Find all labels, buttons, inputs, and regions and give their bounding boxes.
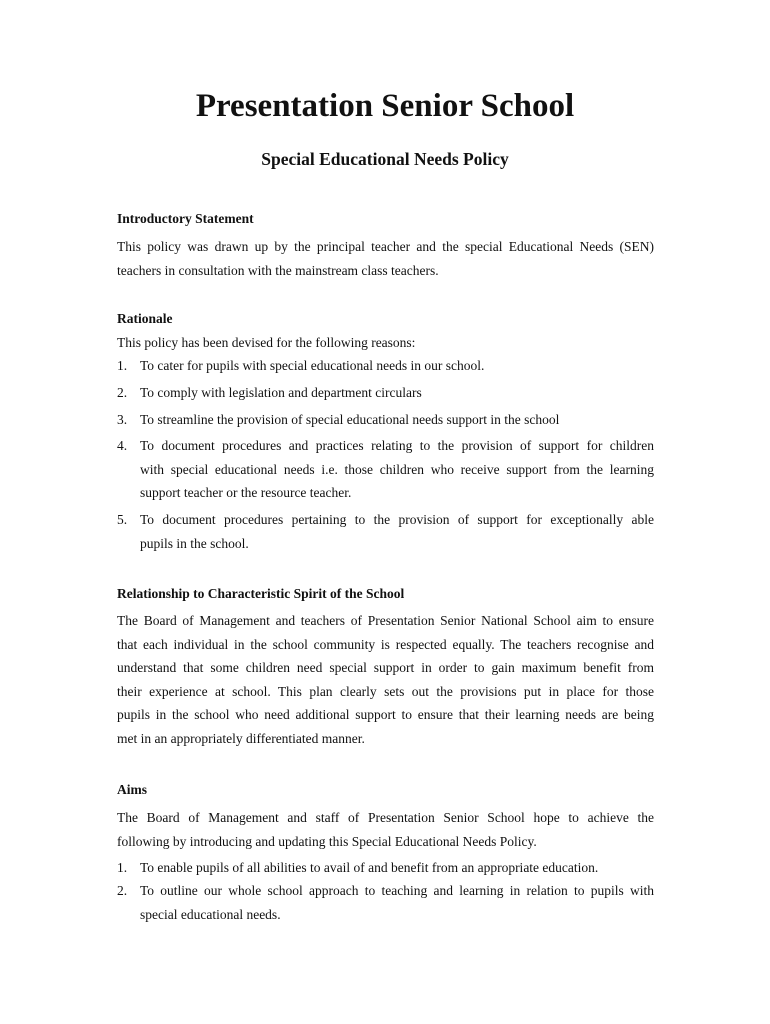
- rationale-item: [117, 408, 654, 432]
- list-item-line: To streamline the provision of special educational needs support in the school: [140, 412, 560, 427]
- paragraph-line: The Board of Management and staff of Presentation Senior School hope to achieve the: [117, 810, 654, 825]
- introductory-paragraph: [117, 235, 654, 282]
- rationale-item: [117, 434, 654, 505]
- relationship-paragraph: [117, 609, 654, 750]
- relationship-heading: Relationship to Characteristic Spirit of the School: [117, 586, 405, 601]
- rationale-item: [117, 354, 654, 378]
- list-number: 1.: [117, 358, 128, 373]
- list-item-line: support teacher or the resource teacher.: [140, 485, 352, 500]
- rationale-heading: Rationale: [117, 311, 173, 326]
- paragraph-line: following by introducing and updating this Special Educational Needs Policy.: [117, 833, 537, 849]
- document-subtitle: Special Educational Needs Policy: [261, 149, 509, 169]
- list-number: 2.: [117, 883, 128, 898]
- introductory-heading: Introductory Statement: [117, 211, 254, 226]
- aims-item: [117, 856, 654, 880]
- list-number: 3.: [117, 412, 128, 427]
- list-number: 1.: [117, 860, 128, 875]
- paragraph-line: pupils in the school who need additional support to ensure that their learning needs are being: [117, 707, 654, 722]
- paragraph-line: teachers in consultation with the mainstream class teachers.: [117, 262, 439, 278]
- list-item-line: special educational needs.: [140, 906, 281, 922]
- list-item-line: pupils in the school.: [140, 535, 249, 551]
- paragraph-line: This policy was drawn up by the principal teacher and the special Educational Needs (SEN): [117, 239, 654, 254]
- rationale-item: [117, 508, 654, 555]
- document-title: Presentation Senior School: [195, 88, 575, 124]
- list-item-line: To document procedures and practices relating to the provision of support for children: [140, 438, 654, 453]
- list-item-line: To enable pupils of all abilities to avail of and benefit from an appropriate education.: [140, 860, 599, 875]
- aims-heading: Aims: [117, 782, 147, 797]
- rationale-item: [117, 381, 654, 405]
- rationale-intro: [117, 331, 654, 355]
- paragraph-line: that each individual in the school community is respected equally. The teachers recognise and: [117, 636, 654, 652]
- list-number: 4.: [117, 438, 128, 453]
- paragraph-line: This policy has been devised for the following reasons:: [117, 335, 416, 350]
- list-item-line: To comply with legislation and department circulars: [140, 385, 422, 400]
- paragraph-line: understand that some children need special support in order to gain maximum benefit from: [117, 660, 654, 675]
- paragraph-line: The Board of Management and teachers of Presentation Senior National School aim to ensure: [117, 613, 654, 628]
- paragraph-line: their experience at school. This plan clearly sets out the provisions put in place for those: [117, 683, 654, 699]
- list-item-line: To cater for pupils with special educational needs in our school.: [140, 358, 485, 373]
- list-number: 2.: [117, 385, 128, 400]
- aims-item: [117, 879, 654, 926]
- aims-paragraph: [117, 806, 654, 853]
- list-item-line: To outline our whole school approach to teaching and learning in relation to pupils with: [140, 883, 654, 898]
- paragraph-line: met in an appropriately differentiated manner.: [117, 730, 365, 746]
- list-item-line: with special educational needs i.e. those children who receive support from the learning: [140, 461, 654, 477]
- list-item-line: To document procedures pertaining to the provision of support for exceptionally able: [140, 512, 654, 527]
- list-number: 5.: [117, 512, 128, 527]
